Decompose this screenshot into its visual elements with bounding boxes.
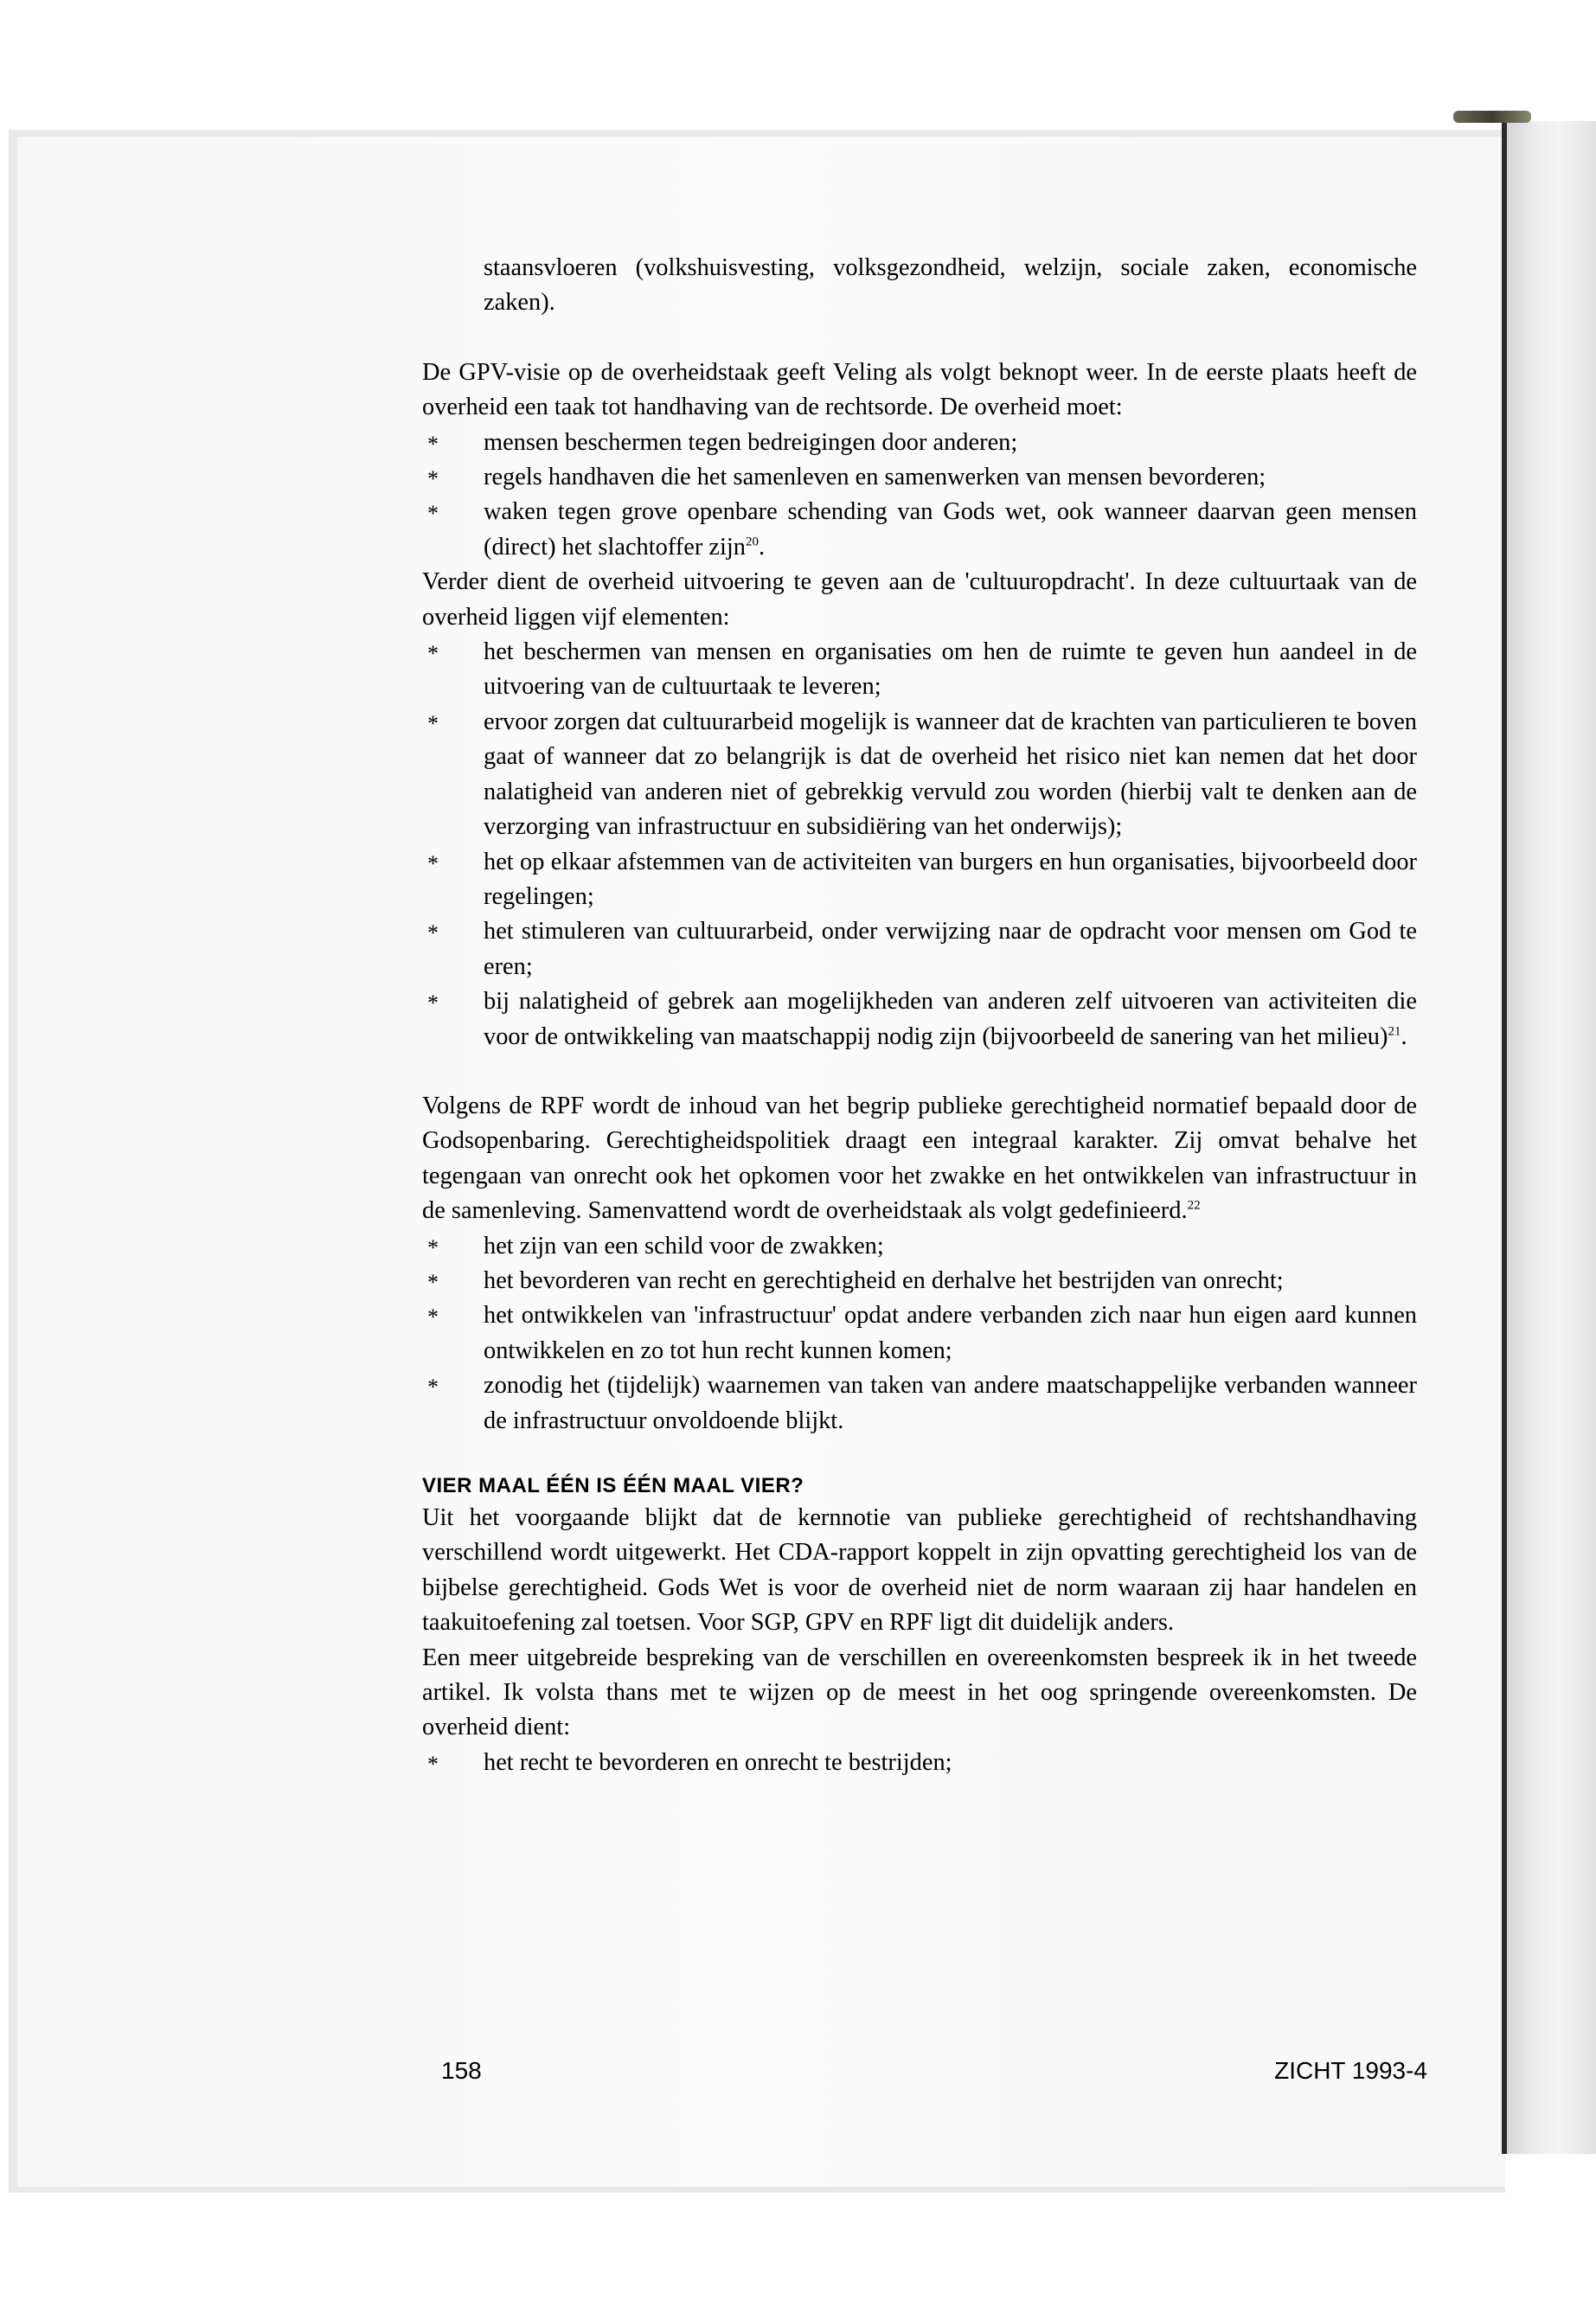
list-item-text: het ontwikkelen van 'infrastructuur' opdat andere verbanden zich naar hun eigen aard kunnen ontwikkelen en zo tot hun recht kunnen komen; bbox=[484, 1302, 1417, 1364]
period: . bbox=[758, 533, 766, 561]
journal-issue: ZICHT 1993-4 bbox=[1274, 2057, 1427, 2084]
list-item bbox=[422, 705, 1417, 845]
list-item-text: het recht te bevorderen en onrecht te bestrijden; bbox=[484, 1748, 952, 1776]
bullet-list bbox=[422, 635, 1417, 1054]
list-item-text: ervoor zorgen dat cultuurarbeid mogelijk is wanneer dat de krachten van particulieren te boven gaat of wanneer dat zo belangrijk is dat de overheid het risico niet kan nemen dat het door nalatigheid van anderen niet of gebrekkig vervuld zou worden (hierbij valt te denken aan de verzorging van infrastructuur en subsidiëring van het onderwijs); bbox=[484, 708, 1417, 841]
bullet-mark: * bbox=[427, 641, 439, 667]
list-item bbox=[422, 845, 1417, 915]
bullet-mark: * bbox=[427, 1269, 439, 1295]
spine-edge bbox=[1502, 121, 1507, 2154]
bullet-mark: * bbox=[427, 990, 439, 1016]
period: . bbox=[1401, 1022, 1407, 1050]
bullet-list bbox=[422, 426, 1417, 566]
list-item bbox=[422, 426, 1417, 460]
page-number: 158 bbox=[441, 2057, 482, 2084]
bullet-list bbox=[422, 1229, 1417, 1439]
bullet-mark: * bbox=[427, 1375, 439, 1400]
book-spine bbox=[1505, 121, 1596, 2154]
list-item-text: bij nalatigheid of gebrek aan mogelijkheden van anderen zelf uitvoeren van activiteiten die voor de ontwikkeling van maatschappij nodig zijn (bijvoorbeeld de sanering van het milieu) bbox=[484, 988, 1417, 1050]
section-heading: VIER MAAL ÉÉN IS ÉÉN MAAL VIER? bbox=[422, 1474, 804, 1497]
list-item bbox=[422, 984, 1417, 1054]
list-item-text: het bevorderen van recht en gerechtigheid en derhalve het bestrijden van onrecht; bbox=[484, 1266, 1284, 1294]
bullet-mark: * bbox=[427, 431, 439, 457]
bullet-mark: * bbox=[427, 920, 439, 946]
footnote-ref: 20 bbox=[745, 535, 759, 549]
bullet-mark: * bbox=[427, 1234, 439, 1260]
spine-top bbox=[1453, 111, 1531, 123]
bullet-mark: * bbox=[427, 466, 439, 492]
list-item-text: het op elkaar afstemmen van de activiteiten van burgers en hun organisaties, bijvoorbeeld door regelingen; bbox=[484, 848, 1417, 910]
paragraph: Uit het voorgaande blijkt dat de kernnotie van publieke gerechtigheid of rechtshandhaving verschillend wordt uitgewerkt. Het CDA-rapport koppelt in zijn opvatting gerechtigheid los van de bijbelse gerechtigheid. Gods Wet is voor de overheid niet de norm waaraan zij haar handelen en taakuitoefening zal toetsen. Voor SGP, GPV en RPF ligt dit duidelijk anders. bbox=[422, 1504, 1417, 1637]
list-item bbox=[422, 460, 1417, 495]
paragraph: Verder dient de overheid uitvoering te geven aan de 'cultuuropdracht'. In deze cultuurtaak van de overheid liggen vijf elementen: bbox=[422, 568, 1417, 631]
bullet-mark: * bbox=[427, 1751, 439, 1777]
footnote-ref: 22 bbox=[1187, 1198, 1201, 1213]
list-item bbox=[422, 1229, 1417, 1264]
list-item-text: het beschermen van mensen en organisaties om hen de ruimte te geven hun aandeel in de uitvoering van de cultuurtaak te leveren; bbox=[484, 638, 1417, 701]
list-item bbox=[422, 635, 1417, 705]
list-item bbox=[422, 1368, 1417, 1439]
bullet-mark: * bbox=[427, 501, 439, 527]
bullet-list bbox=[422, 1746, 1417, 1780]
list-item bbox=[422, 1746, 1417, 1780]
paragraph: Een meer uitgebreide bespreking van de verschillen en overeenkomsten bespreek ik in het tweede artikel. Ik volsta thans met te wijzen op de meest in het oog springende overeenkomsten. De overheid dient: bbox=[422, 1644, 1417, 1741]
list-item bbox=[422, 1298, 1417, 1368]
list-item bbox=[422, 914, 1417, 984]
list-item bbox=[422, 495, 1417, 565]
paragraph-text: Volgens de RPF wordt de inhoud van het begrip publieke gerechtigheid normatief bepaald door de Godsopenbaring. Gerechtigheidspolitiek draagt een integraal karakter. Zij omvat behalve het tegengaan van onrecht ook het opkomen voor het zwakke en het ontwikkelen van infrastructuur in de samenleving. Samenvattend wordt de overheidstaak als volgt gedefinieerd. bbox=[422, 1092, 1417, 1225]
article-body bbox=[422, 251, 1417, 1780]
paragraph: staansvloeren (volkshuisvesting, volksgezondheid, welzijn, sociale zaken, economische zaken). bbox=[484, 254, 1417, 317]
list-item-text: regels handhaven die het samenleven en samenwerken van mensen bevorderen; bbox=[484, 464, 1266, 491]
bullet-mark: * bbox=[427, 850, 439, 876]
list-item bbox=[422, 1264, 1417, 1298]
paragraph bbox=[422, 1089, 1417, 1229]
footnote-ref: 21 bbox=[1388, 1024, 1401, 1039]
bullet-mark: * bbox=[427, 1304, 439, 1330]
bullet-mark: * bbox=[427, 710, 439, 736]
list-item-text: waken tegen grove openbare schending van Gods wet, ook wanneer daarvan geen mensen (direct) het slachtoffer zijn bbox=[484, 498, 1417, 561]
paragraph: De GPV-visie op de overheidstaak geeft Veling als volgt beknopt weer. In de eerste plaats heeft de overheid een taak tot handhaving van de rechtsorde. De overheid moet: bbox=[422, 358, 1417, 421]
list-item-text: het zijn van een schild voor de zwakken; bbox=[484, 1232, 884, 1259]
list-item-text: het stimuleren van cultuurarbeid, onder verwijzing naar de opdracht voor mensen om God te eren; bbox=[484, 918, 1417, 980]
list-item-text: mensen beschermen tegen bedreigingen door anderen; bbox=[484, 428, 1018, 456]
list-item-text: zonodig het (tijdelijk) waarnemen van taken van andere maatschappelijke verbanden wanneer de infrastructuur onvoldoende blijkt. bbox=[484, 1372, 1417, 1434]
